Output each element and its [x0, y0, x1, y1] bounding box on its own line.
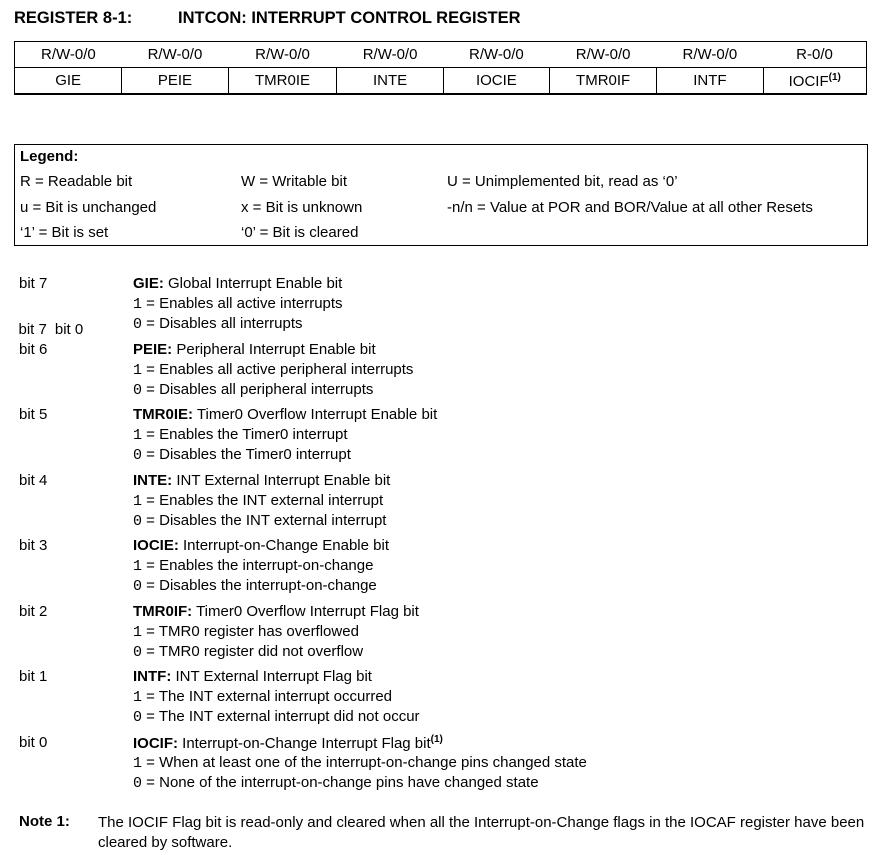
legend-item: U = Unimplemented bit, read as ‘0’ — [447, 173, 678, 190]
equals: = — [142, 426, 160, 443]
msb-label: bit 7 — [18, 320, 47, 338]
bit-number: bit 2 — [19, 602, 48, 620]
bit-number: bit 1 — [19, 668, 48, 685]
bit-field-name: PEIE: — [133, 340, 173, 358]
value-zero: 0 — [133, 578, 143, 595]
access-cell: R/W-0/0 — [147, 46, 203, 63]
set-meaning: TMR0 register has overflowed — [158, 622, 359, 640]
footnote-ref: (1) — [828, 71, 841, 83]
equals: = — [142, 380, 160, 398]
set-meaning: The INT external interrupt occurred — [158, 688, 393, 705]
bit-name: TMR0IE — [254, 72, 310, 89]
clear-meaning: TMR0 register did not overflow — [158, 642, 364, 660]
value-zero: 0 — [133, 709, 143, 726]
bit-name-cell — [657, 68, 763, 94]
bit-name: GIE — [55, 72, 82, 89]
equals: = — [142, 577, 160, 594]
equals: = — [142, 688, 159, 705]
bit-number: bit 4 — [19, 471, 48, 489]
value-zero: 0 — [133, 447, 143, 464]
equals: = — [142, 315, 160, 332]
bit-field-name: INTF: — [133, 668, 172, 685]
equals: = — [142, 753, 160, 771]
bit-field-desc: INT External Interrupt Flag bit — [175, 668, 372, 685]
bit-name-cell — [763, 68, 866, 94]
access-cell: R/W-0/0 — [575, 46, 631, 63]
legend-item: R = Readable bit — [20, 173, 133, 190]
set-meaning: Enables the Timer0 interrupt — [159, 426, 348, 443]
bit-field-desc: INT External Interrupt Enable bit — [176, 471, 391, 489]
equals: = — [142, 557, 160, 574]
clear-meaning: Disables the INT external interrupt — [159, 511, 387, 529]
bit-name: INTF — [693, 72, 727, 89]
bit-field-name: IOCIF: — [133, 734, 178, 752]
set-meaning: Enables all active peripheral interrupts — [159, 360, 414, 378]
equals: = — [142, 773, 160, 791]
access-cell: R/W-0/0 — [469, 46, 524, 63]
bit-name-cell — [443, 68, 549, 94]
clear-meaning: Disables the Timer0 interrupt — [159, 446, 351, 463]
register-number: REGISTER 8-1: — [14, 9, 133, 27]
value-zero: 0 — [133, 381, 143, 399]
footnote-ref: (1) — [430, 733, 443, 745]
set-meaning: Enables all active interrupts — [159, 295, 343, 312]
bit-name-cell — [122, 68, 228, 94]
equals: = — [142, 642, 159, 660]
equals: = — [142, 446, 160, 463]
register-title — [14, 9, 521, 28]
bit-name-cell — [15, 68, 122, 94]
bit-number: bit 0 — [19, 733, 48, 751]
bit-field-desc: Global Interrupt Enable bit — [168, 275, 343, 292]
legend-item: x = Bit is unknown — [241, 199, 363, 216]
legend-item: ‘0’ = Bit is cleared — [241, 224, 359, 241]
value-one: 1 — [133, 361, 143, 379]
equals: = — [142, 295, 160, 312]
bit-name: INTE — [372, 72, 408, 89]
set-meaning: Enables the interrupt-on-change — [159, 557, 374, 574]
bit-field-desc: Timer0 Overflow Interrupt Flag bit — [196, 602, 419, 620]
bit-number: bit 5 — [19, 406, 48, 423]
bit-name-cell — [228, 68, 337, 94]
value-one: 1 — [133, 296, 143, 313]
bit-field-name: INTE: — [133, 471, 173, 489]
bit-field-desc: Timer0 Overflow Interrupt Enable bit — [196, 406, 438, 423]
equals: = — [142, 360, 160, 378]
bit-number: bit 7 — [19, 275, 48, 292]
legend-heading: Legend: — [20, 148, 79, 165]
bit-name: IOCIE — [475, 72, 517, 89]
value-zero: 0 — [133, 316, 143, 333]
legend-item: u = Bit is unchanged — [20, 199, 157, 216]
bit-field-name: TMR0IE: — [133, 406, 193, 423]
lsb-label: bit 0 — [54, 320, 84, 338]
clear-meaning: The INT external interrupt did not occur — [158, 708, 420, 725]
value-one: 1 — [133, 427, 143, 444]
bit-field-name: IOCIE: — [133, 537, 179, 554]
clear-meaning: None of the interrupt-on-change pins have changed state — [159, 773, 539, 791]
set-meaning: When at least one of the interrupt-on-change pins changed state — [159, 753, 587, 771]
equals: = — [142, 622, 159, 640]
equals: = — [142, 511, 160, 529]
legend-item: W = Writable bit — [241, 173, 348, 190]
value-one: 1 — [133, 558, 143, 575]
clear-meaning: Disables the interrupt-on-change — [159, 577, 377, 594]
bit-field-desc: Interrupt-on-Change Interrupt Flag bit — [182, 734, 431, 752]
value-zero: 0 — [133, 512, 143, 530]
equals: = — [142, 708, 159, 725]
access-cell: R/W-0/0 — [255, 46, 310, 63]
legend-item: ‘1’ = Bit is set — [20, 224, 109, 241]
value-one: 1 — [133, 492, 143, 510]
access-cell: R/W-0/0 — [682, 46, 738, 63]
bit-name: PEIE — [157, 72, 193, 89]
bit-field-name: GIE: — [133, 275, 164, 292]
register-name: INTCON: INTERRUPT CONTROL REGISTER — [178, 9, 521, 27]
value-zero: 0 — [133, 643, 143, 661]
bit-name: TMR0IF — [576, 72, 631, 89]
access-cell: R-0/0 — [796, 46, 833, 63]
clear-meaning: Disables all interrupts — [159, 315, 303, 332]
bit-field-desc: Interrupt-on-Change Enable bit — [183, 537, 389, 554]
equals: = — [142, 491, 160, 509]
note-label: Note 1: — [19, 813, 70, 830]
access-cell: R/W-0/0 — [362, 46, 418, 63]
legend-item: -n/n = Value at POR and BOR/Value at all other Resets — [447, 199, 813, 216]
bit-field-desc: Peripheral Interrupt Enable bit — [176, 340, 376, 358]
note-text: The IOCIF Flag bit is read-only and cleared when all the Interrupt-on-Change flags in the IOCAF register have been cleared by software. — [98, 814, 865, 851]
bit-number: bit 6 — [19, 340, 48, 358]
set-meaning: Enables the INT external interrupt — [159, 491, 384, 509]
bit-number: bit 3 — [19, 537, 48, 554]
bit-name-cell — [550, 68, 657, 94]
clear-meaning: Disables all peripheral interrupts — [159, 380, 374, 398]
bit-field-name: TMR0IF: — [133, 602, 193, 620]
legend — [14, 144, 868, 246]
bit-name-cell — [337, 68, 443, 94]
value-one: 1 — [133, 623, 143, 641]
value-one: 1 — [133, 754, 143, 772]
access-cell: R/W-0/0 — [41, 46, 96, 63]
value-one: 1 — [133, 689, 143, 706]
bit-name: IOCIF — [788, 72, 829, 90]
value-zero: 0 — [133, 774, 143, 792]
